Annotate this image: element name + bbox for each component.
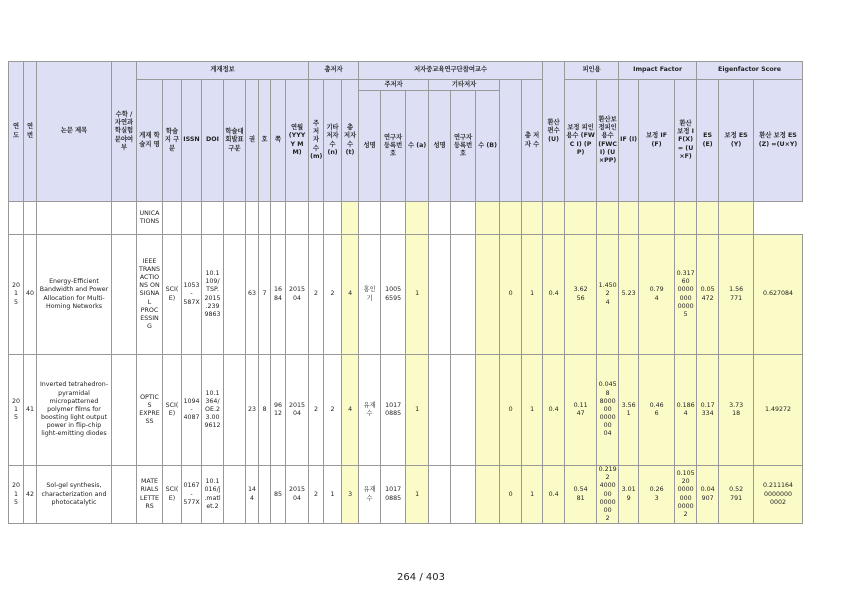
table-row-continuation — [9, 202, 803, 235]
cell-cit-fwci: 3.62 56 — [565, 235, 597, 355]
cell-year: 201 5 — [9, 235, 24, 355]
cell-main-name: 유재 수 — [359, 466, 381, 524]
col-issn: ISSN — [182, 80, 202, 202]
col-es: ES (E) — [697, 80, 719, 202]
table-row — [9, 355, 803, 466]
cell-year: 201 5 — [9, 355, 24, 466]
cell-faculty-b: 0 — [500, 466, 522, 524]
cell-if-conv: 0.1864 — [675, 355, 697, 466]
cell-main-name: 홍인 기 — [359, 235, 381, 355]
group-publication-info: 게재정보 — [137, 62, 309, 80]
cell-other-count: 1 — [324, 466, 342, 524]
col-date: 연월 (YYYY MM) — [286, 80, 309, 202]
cell-doi: 10.1 016/j .matl et.2 — [202, 466, 224, 524]
col-field: 수학 /자연과 학실험 분야여 부 — [112, 62, 137, 202]
cell-title: Inverted tetrahedron-pyramidal micropatterned polymer films for boosting light output power in flip-chip light-emitting diodes — [37, 355, 112, 466]
cell-other-b — [476, 466, 500, 524]
group-impact-factor: Impact Factor — [619, 62, 697, 80]
cell-journal: OPTIC S EXPRE SS — [137, 355, 163, 466]
col-volume: 권 — [246, 80, 259, 202]
cell-issue — [259, 466, 271, 524]
cell-es-corr: 1.56 771 — [719, 235, 754, 355]
cell-es-conv: 1.49272 — [754, 355, 803, 466]
col-converted: 환산 편수 (U) — [543, 62, 565, 202]
col-serial: 연번 — [24, 62, 37, 202]
cell-cit-conv: 0.2192 400000 000000 2 — [598, 466, 617, 523]
cell-total-authors: 1 — [522, 355, 543, 466]
cell-cit-fwci: 0.11 47 — [565, 355, 597, 466]
publication-table — [8, 61, 803, 524]
cell-year: 201 5 — [9, 466, 24, 524]
col-main-count: 주 저자 수 (m) — [309, 80, 324, 202]
cell-es: 0.17 334 — [697, 355, 719, 466]
cell-doi: 10.1 109/ TSP. 2015 .239 9863 — [202, 235, 224, 355]
col-es-conv: 환산 보정 ES(Z) =(U×Y) — [754, 80, 803, 202]
col-journal: 게재 학술지 명 — [137, 80, 163, 202]
cell-main-reg: 1017 0885 — [381, 466, 406, 524]
col-main-a: 수 (a) — [406, 91, 429, 202]
cell-serial: 41 — [24, 355, 37, 466]
cell-converted: 0.4 — [543, 235, 565, 355]
cell-main-count: 2 — [309, 235, 324, 355]
group-participating-faculty: 저자중교육연구단참여교수 — [359, 62, 543, 80]
col-if-corr: 보정 IF (F) — [639, 80, 675, 202]
cell-other-reg — [451, 355, 476, 466]
cell-other-name — [429, 466, 451, 524]
cell-volume: 14 4 — [246, 466, 259, 524]
cell-journal: UNICA TIONS — [137, 202, 163, 235]
cell-converted: 0.4 — [543, 466, 565, 524]
cell-journal: IEEE TRANS ACTIO NS ON SIGNA L PROC ESSIN G — [137, 235, 163, 355]
cell-if: 3.01 9 — [619, 466, 639, 524]
cell-field — [112, 235, 137, 355]
group-num-authors: 총저자 — [309, 62, 359, 80]
cell-page: 96 12 — [271, 355, 286, 466]
cell-issn: 1094 - 4087 — [182, 355, 202, 466]
cell-category: SCI( E) — [163, 466, 182, 524]
col-main-name: 성명 — [359, 91, 381, 202]
cell-journal-type — [224, 235, 246, 355]
cell-date: 2015 04 — [286, 355, 309, 466]
cell-other-b — [476, 235, 500, 355]
cell-main-reg: 1017 0885 — [381, 355, 406, 466]
col-if: IF (I) — [619, 80, 639, 202]
cell-other-count: 2 — [324, 235, 342, 355]
cell-if-corr: 0.26 3 — [639, 466, 675, 524]
cell-cit-conv: 0.0458 800000 000000 04 — [597, 355, 619, 466]
cell-date: 2015 04 — [286, 466, 309, 524]
subgroup-main-author: 주저자 — [359, 80, 429, 91]
cell-other-b — [476, 355, 500, 466]
cell-faculty-b: 0 — [500, 235, 522, 355]
col-year: 연도 — [9, 62, 24, 202]
cell-issn: 0167 - 577X — [182, 466, 202, 524]
page-number: 264 / 403 — [397, 572, 445, 583]
cell-total-count: 3 — [342, 466, 359, 524]
cell-es: 0.04 907 — [697, 466, 719, 524]
cell-main-a: 1 — [406, 235, 429, 355]
cell-total-count: 4 — [342, 235, 359, 355]
cell-main-count: 2 — [309, 466, 324, 524]
cell-main-a: 1 — [406, 355, 429, 466]
table-row — [9, 466, 803, 524]
cell-field — [112, 355, 137, 466]
cell-main-a: 1 — [406, 466, 429, 524]
cell-converted: 0.4 — [543, 355, 565, 466]
cell-main-count: 2 — [309, 355, 324, 466]
group-citation: 피인용 — [565, 62, 619, 80]
col-es-corr: 보정 ES (Y) — [719, 80, 754, 202]
cell-category: SCI( E) — [163, 235, 182, 355]
col-other-count: 기타 저자 수 (n) — [324, 80, 342, 202]
cell-page: 85 — [271, 466, 286, 524]
cell-date: 2015 04 — [286, 235, 309, 355]
col-issue: 호 — [259, 80, 271, 202]
group-eigenfactor: Eigenfactor Score — [697, 62, 803, 80]
cell-if-corr: 0.46 6 — [639, 355, 675, 466]
cell-es: 0.05 472 — [697, 235, 719, 355]
col-cit-fwci: 보정 피인 용수 (FWC I) (PP) — [565, 80, 597, 202]
col-title: 논문 제목 — [37, 62, 112, 202]
cell-faculty-b: 0 — [500, 355, 522, 466]
col-total-count: 총 저자 수 (t) — [342, 80, 359, 202]
cell-main-name: 유재 수 — [359, 355, 381, 466]
col-page: 쪽 — [271, 80, 286, 202]
cell-journal-type — [224, 466, 246, 524]
cell-total-count: 4 — [342, 355, 359, 466]
col-total-authors: 총 저자 수 — [522, 80, 543, 202]
cell-if-conv: 0.31760 0000000 00005 — [675, 235, 697, 355]
col-journal-type: 학술대 회발표 구분 — [224, 80, 246, 202]
cell-journal-type — [224, 355, 246, 466]
col-cit-conv: 환산보 정피인 용수 (FWCI) (U×PP) — [597, 80, 619, 202]
cell-category: SCI( E) — [163, 355, 182, 466]
cell-cit-conv: 1.4502 4 — [597, 235, 619, 355]
cell-es-conv: 0.211164 0000000 0002 — [754, 466, 803, 524]
cell-other-reg — [451, 466, 476, 524]
cell-serial: 40 — [24, 235, 37, 355]
subgroup-other-author: 기타저자 — [429, 80, 500, 91]
cell-main-reg: 1005 6595 — [381, 235, 406, 355]
cell-volume: 23 — [246, 355, 259, 466]
cell-if-corr: 0.79 4 — [639, 235, 675, 355]
cell-other-name — [429, 235, 451, 355]
cell-issn: 1053 - 587X — [182, 235, 202, 355]
cell-total-authors: 1 — [522, 466, 543, 524]
cell-total-authors: 1 — [522, 235, 543, 355]
cell-title: Sol-gel synthesis, characterization and photocatalytic — [37, 466, 112, 524]
col-main-reg: 연구자 등록번 호 — [381, 91, 406, 202]
col-if-conv: 환산 보정 IF(X) = (U×F) — [675, 80, 697, 202]
cell-es-corr: 3.73 18 — [719, 355, 754, 466]
col-faculty-b — [500, 80, 522, 202]
col-category: 학술 지 구 분 — [163, 80, 182, 202]
cell-es-corr: 0.52 791 — [719, 466, 754, 524]
cell-doi: 10.1 364/ OE.2 3.00 9612 — [202, 355, 224, 466]
cell-other-name — [429, 355, 451, 466]
col-doi: DOI — [202, 80, 224, 202]
cell-if: 3.56 1 — [619, 355, 639, 466]
cell-field — [112, 466, 137, 524]
col-other-b: 수 (B) — [476, 91, 500, 202]
cell-issue: 7 — [259, 235, 271, 355]
cell-page: 16 84 — [271, 235, 286, 355]
cell-es-conv: 0.627084 — [754, 235, 803, 355]
col-other-name: 성명 — [429, 91, 451, 202]
cell-if: 5.23 — [619, 235, 639, 355]
cell-other-reg — [451, 235, 476, 355]
table-row — [9, 235, 803, 355]
cell-volume: 63 — [246, 235, 259, 355]
cell-journal: MATE RIALS LETTE RS — [137, 466, 163, 524]
cell-title: Energy-Efficient Bandwidth and Power Allocation for Multi-Homing Networks — [37, 235, 112, 355]
col-other-reg: 연구자 등록번 호 — [451, 91, 476, 202]
cell-issue: 8 — [259, 355, 271, 466]
cell-cit-fwci: 0.54 81 — [565, 466, 597, 524]
cell-other-count: 2 — [324, 355, 342, 466]
cell-if-conv: 0.10520 0000000 00002 — [675, 466, 697, 524]
cell-serial: 42 — [24, 466, 37, 524]
